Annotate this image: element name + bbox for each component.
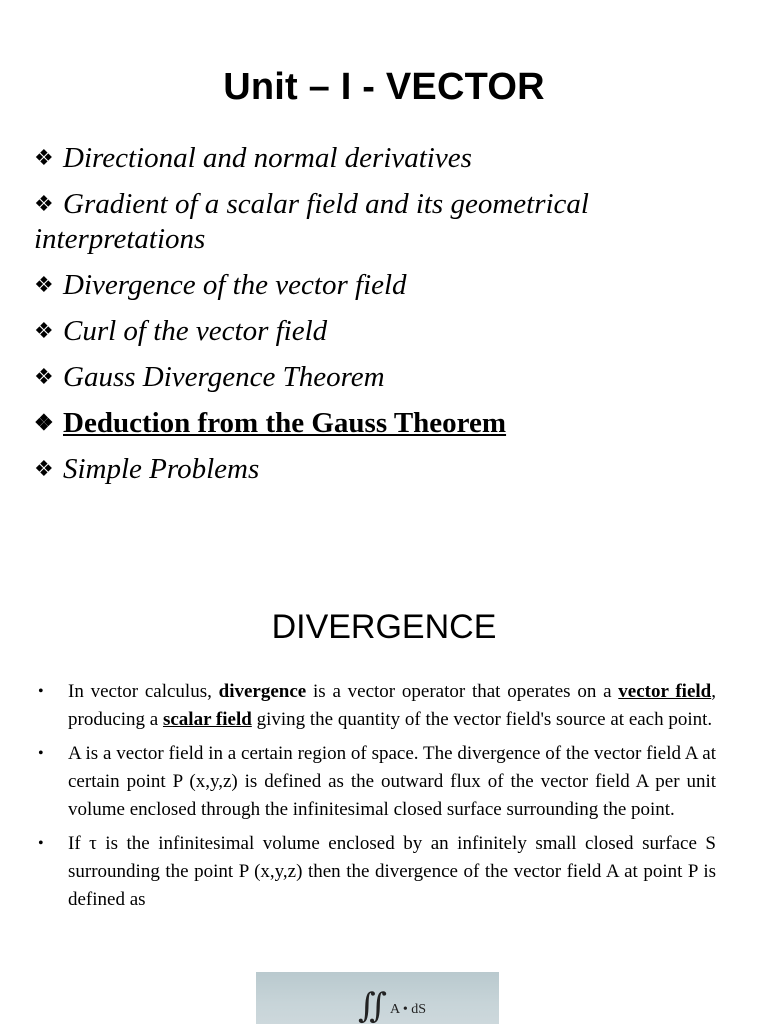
topic-text: Curl of the vector field	[63, 315, 328, 347]
topic-item	[34, 359, 734, 395]
definition-paragraph	[38, 830, 716, 914]
diamond-bullet-icon: ❖	[34, 318, 53, 343]
bullet-dot-icon: •	[38, 835, 44, 852]
topic-text: Simple Problems	[63, 453, 260, 485]
paragraph-text: , producing a	[68, 681, 716, 730]
paragraph-text: is a vector operator that operates on a	[306, 681, 619, 702]
diamond-bullet-icon: ❖	[34, 456, 53, 481]
link-scalar-field[interactable]: scalar field	[162, 709, 252, 730]
diamond-bullet-icon: ❖	[34, 191, 53, 216]
topic-item	[34, 313, 734, 349]
formula-image	[256, 972, 499, 1024]
paragraph-text: In vector calculus,	[68, 681, 219, 702]
topic-text: Deduction from the Gauss Theorem	[63, 407, 507, 439]
topic-item-highlighted	[34, 405, 734, 441]
topic-text: Directional and normal derivatives	[63, 142, 472, 174]
paragraph-text: If τ is the infinitesimal volume enclosed by an infinitely small closed surface S surrounding the point P (x,y,z) then the divergence of the vector field A at point P is defined as	[68, 833, 716, 910]
diamond-bullet-icon: ❖	[34, 410, 53, 435]
diamond-bullet-icon: ❖	[34, 145, 53, 170]
paragraph-text: A is a vector field in a certain region of space. The divergence of the vector field A at certain point P (x,y,z) is defined as the outward flux of the vector field A per unit volume enclosed through the infinitesimal closed surface surrounding the point.	[68, 743, 716, 820]
paragraph-text: giving the quantity of the vector field's source at each point.	[251, 709, 713, 730]
topic-list	[34, 140, 734, 497]
topic-item	[34, 186, 734, 257]
topic-item	[34, 451, 734, 487]
link-vector-field[interactable]: vector field	[618, 681, 712, 702]
topic-item	[34, 267, 734, 303]
topic-text: Gradient of a scalar field and its geometrical interpretations	[34, 188, 589, 255]
section-heading: DIVERGENCE	[271, 608, 497, 646]
double-integral-symbol: ∬	[358, 986, 387, 1026]
slide-title: Unit – I - VECTOR	[223, 66, 545, 108]
bullet-dot-icon: •	[38, 683, 44, 700]
topic-text: Divergence of the vector field	[63, 269, 407, 301]
topic-item	[34, 140, 734, 176]
topic-text: Gauss Divergence Theorem	[63, 361, 385, 393]
definition-paragraph	[38, 740, 716, 824]
term-divergence: divergence	[218, 681, 307, 702]
formula-expression: A • dS	[390, 1002, 427, 1017]
definition-list	[38, 678, 716, 920]
definition-paragraph	[38, 678, 716, 734]
bullet-dot-icon: •	[38, 745, 44, 762]
diamond-bullet-icon: ❖	[34, 364, 53, 389]
diamond-bullet-icon: ❖	[34, 272, 53, 297]
